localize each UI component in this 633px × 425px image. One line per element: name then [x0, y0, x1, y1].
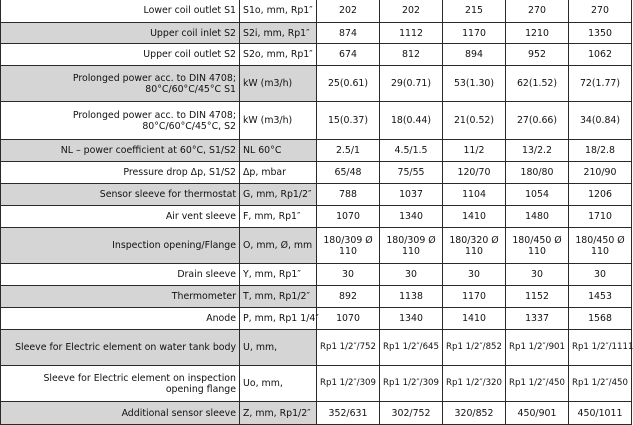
parameter-cell: Prolonged power acc. to DIN 4708; 80°C/60°C/45°C, S2	[1, 102, 240, 140]
parameter-cell: Lower coil outlet S1	[1, 0, 240, 23]
value-cell	[569, 228, 632, 264]
value-cell: Rp1 1/2″/320	[443, 366, 506, 402]
table-row	[1, 402, 632, 425]
value-cell: 21(0.52)	[443, 102, 506, 140]
unit-cell: kW (m3/h)	[240, 102, 317, 140]
value-cell: 11/2	[443, 140, 506, 162]
unit-cell: kW (m3/h)	[240, 66, 317, 102]
value-cell: 18/2.8	[569, 140, 632, 162]
value-cell: Rp1 1/2″/852	[443, 330, 506, 366]
value-cell: 4.5/1.5	[380, 140, 443, 162]
table-row	[1, 308, 632, 330]
value-cell: 1410	[443, 308, 506, 330]
value-cell: 1410	[443, 206, 506, 228]
value-cell: 34(0.84)	[569, 102, 632, 140]
unit-cell: F, mm, Rp1″	[240, 206, 317, 228]
value-cell: 25(0.61)	[317, 66, 380, 102]
value-cell: 1568	[569, 308, 632, 330]
value-text: 180/450 Ø 110	[575, 234, 625, 257]
value-cell: 2.5/1	[317, 140, 380, 162]
value-cell: 1480	[506, 206, 569, 228]
value-cell: 75/55	[380, 162, 443, 184]
value-cell: 1206	[569, 184, 632, 206]
value-cell: 30	[569, 264, 632, 286]
value-cell: Rp1 1/2″/450	[506, 366, 569, 402]
value-cell: 1210	[506, 23, 569, 44]
value-cell: Rp1 1/2″/309	[380, 366, 443, 402]
value-cell: 53(1.30)	[443, 66, 506, 102]
parameter-cell: Anode	[1, 308, 240, 330]
parameter-cell: Drain sleeve	[1, 264, 240, 286]
value-cell: 302/752	[380, 402, 443, 425]
parameter-cell: Prolonged power acc. to DIN 4708; 80°C/60°C/45°C S1	[1, 66, 240, 102]
value-cell: Rp1 1/2″/645	[380, 330, 443, 366]
value-cell: Rp1 1/2″/901	[506, 330, 569, 366]
value-cell: 320/852	[443, 402, 506, 425]
value-cell: 1070	[317, 308, 380, 330]
value-cell: 270	[569, 0, 632, 23]
value-cell: 450/1011	[569, 402, 632, 425]
value-cell: 215	[443, 0, 506, 23]
unit-cell: S1o, mm, Rp1″	[240, 0, 317, 23]
unit-cell: Z, mm, Rp1/2″	[240, 402, 317, 425]
unit-cell: S2o, mm, Rp1″	[240, 44, 317, 66]
value-cell: 72(1.77)	[569, 66, 632, 102]
value-text: 180/450 Ø 110	[512, 234, 562, 257]
parameter-cell: Upper coil inlet S2	[1, 23, 240, 44]
value-cell: Rp1 1/2″/1111	[569, 330, 632, 366]
unit-cell: Y, mm, Rp1″	[240, 264, 317, 286]
value-cell: 180/80	[506, 162, 569, 184]
value-cell: 202	[380, 0, 443, 23]
value-cell: 30	[443, 264, 506, 286]
value-cell: 202	[317, 0, 380, 23]
value-cell: 788	[317, 184, 380, 206]
value-cell: Rp1 1/2″/450	[569, 366, 632, 402]
parameter-cell: Sleeve for Electric element on water tank body	[1, 330, 240, 366]
parameter-cell: Pressure drop Δp, S1/S2	[1, 162, 240, 184]
value-cell	[443, 228, 506, 264]
value-cell: 1152	[506, 286, 569, 308]
value-text: 180/309 Ø 110	[386, 234, 436, 257]
value-cell: 15(0.37)	[317, 102, 380, 140]
value-cell: 894	[443, 44, 506, 66]
table-row	[1, 206, 632, 228]
table-row	[1, 162, 632, 184]
value-cell: 1104	[443, 184, 506, 206]
value-cell: 1340	[380, 308, 443, 330]
value-cell: 352/631	[317, 402, 380, 425]
value-cell: 18(0.44)	[380, 102, 443, 140]
value-cell: 120/70	[443, 162, 506, 184]
value-cell: 1112	[380, 23, 443, 44]
table-row	[1, 44, 632, 66]
value-cell: 1062	[569, 44, 632, 66]
value-cell: 1054	[506, 184, 569, 206]
value-cell: 674	[317, 44, 380, 66]
value-cell: 30	[380, 264, 443, 286]
value-cell: 1337	[506, 308, 569, 330]
value-cell: 1170	[443, 23, 506, 44]
value-cell: 30	[317, 264, 380, 286]
value-cell: 1070	[317, 206, 380, 228]
table-row	[1, 66, 632, 102]
unit-cell: NL 60°C	[240, 140, 317, 162]
table-row	[1, 0, 632, 23]
value-cell: 62(1.52)	[506, 66, 569, 102]
value-cell: 892	[317, 286, 380, 308]
unit-cell: S2i, mm, Rp1″	[240, 23, 317, 44]
unit-cell: T, mm, Rp1/2″	[240, 286, 317, 308]
value-cell: Rp1 1/2″/309	[317, 366, 380, 402]
value-cell: 1170	[443, 286, 506, 308]
unit-cell: G, mm, Rp1/2″	[240, 184, 317, 206]
value-cell: 27(0.66)	[506, 102, 569, 140]
table-row	[1, 140, 632, 162]
value-cell: 1138	[380, 286, 443, 308]
table-row	[1, 23, 632, 44]
unit-cell: Uo, mm,	[240, 366, 317, 402]
value-cell: 1037	[380, 184, 443, 206]
value-cell: 1453	[569, 286, 632, 308]
value-cell: 1340	[380, 206, 443, 228]
value-cell	[317, 228, 380, 264]
value-cell: 1710	[569, 206, 632, 228]
value-cell: 13/2.2	[506, 140, 569, 162]
table-row	[1, 102, 632, 140]
value-cell: 812	[380, 44, 443, 66]
unit-cell: Δp, mbar	[240, 162, 317, 184]
parameter-cell: Inspection opening/Flange	[1, 228, 240, 264]
value-text: 180/309 Ø 110	[323, 234, 373, 257]
value-cell: 450/901	[506, 402, 569, 425]
table-row	[1, 184, 632, 206]
parameter-cell: Sensor sleeve for thermostat	[1, 184, 240, 206]
parameter-cell: Upper coil outlet S2	[1, 44, 240, 66]
value-cell: 874	[317, 23, 380, 44]
value-cell: Rp1 1/2″/752	[317, 330, 380, 366]
unit-cell: P, mm, Rp1 1/4″	[240, 308, 317, 330]
unit-cell: U, mm,	[240, 330, 317, 366]
parameter-cell: Air vent sleeve	[1, 206, 240, 228]
table-row	[1, 330, 632, 366]
parameter-cell: Sleeve for Electric element on inspection opening flange	[1, 366, 240, 402]
parameter-cell: Thermometer	[1, 286, 240, 308]
value-cell: 210/90	[569, 162, 632, 184]
value-cell: 270	[506, 0, 569, 23]
parameter-cell: NL – power coefficient at 60°C, S1/S2	[1, 140, 240, 162]
value-cell: 1350	[569, 23, 632, 44]
parameter-cell: Additional sensor sleeve	[1, 402, 240, 425]
table-row	[1, 286, 632, 308]
table-row	[1, 228, 632, 264]
unit-cell: O, mm, Ø, mm	[240, 228, 317, 264]
value-cell: 29(0.71)	[380, 66, 443, 102]
value-cell	[506, 228, 569, 264]
table-row	[1, 366, 632, 402]
value-cell: 952	[506, 44, 569, 66]
table-row	[1, 264, 632, 286]
value-text: 180/320 Ø 110	[449, 234, 499, 257]
value-cell	[380, 228, 443, 264]
value-cell: 30	[506, 264, 569, 286]
value-cell: 65/48	[317, 162, 380, 184]
